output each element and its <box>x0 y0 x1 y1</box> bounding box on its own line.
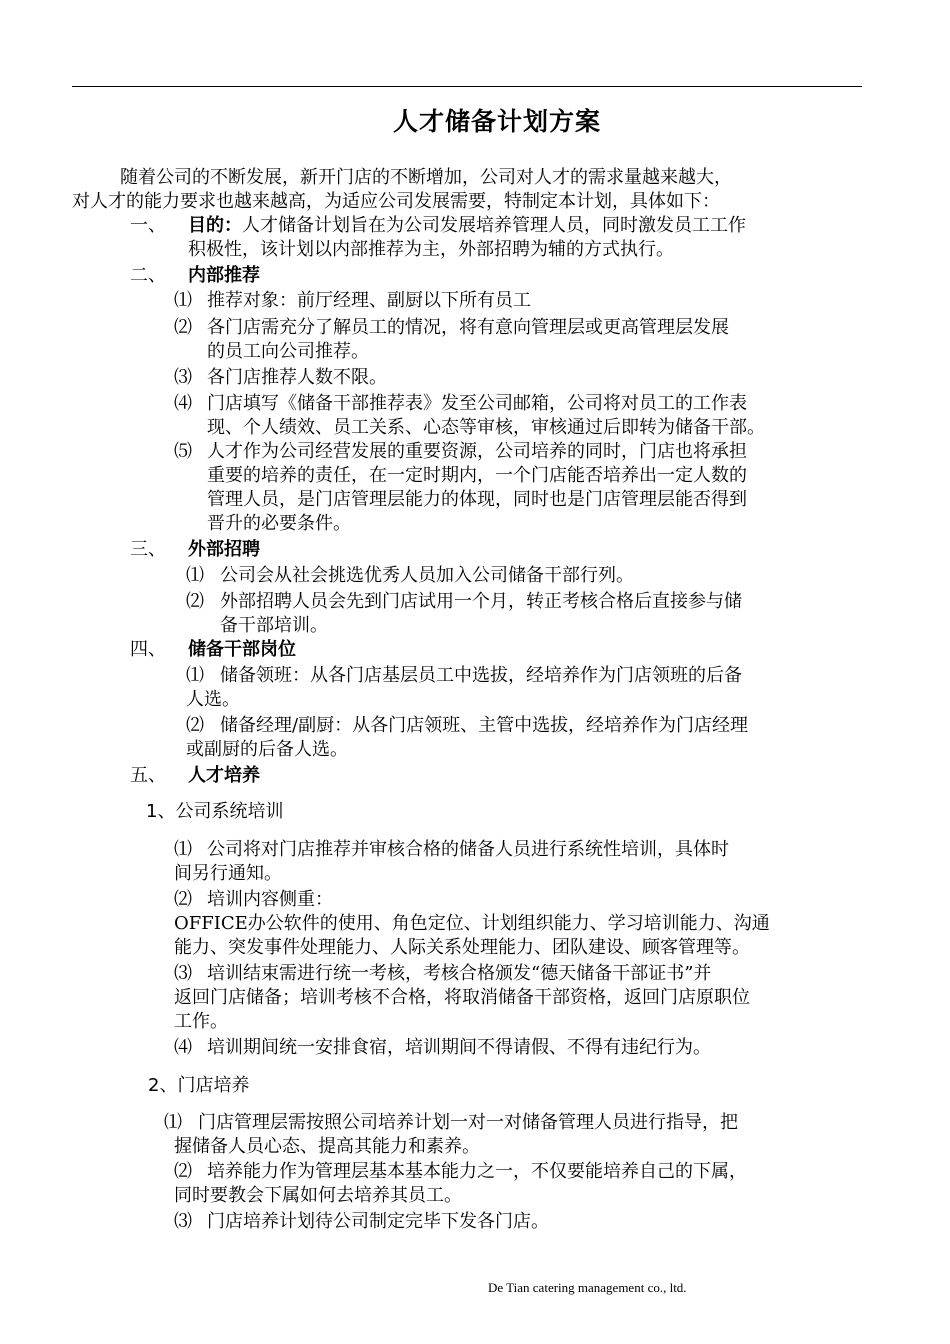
s5b-item-1-mark: ⑴ <box>164 1112 182 1133</box>
section-5-number: 五、 <box>130 765 166 786</box>
s5b-item-2-line-2: 同时要教会下属如何去培养其员工。 <box>174 1185 462 1206</box>
s3-item-2-line-1: 外部招聘人员会先到门店试用一个月，转正考核合格后直接参与储 <box>220 591 742 612</box>
subsection-1-label: 、公司系统培训 <box>157 801 284 822</box>
section-5-heading: 人才培养 <box>188 765 260 786</box>
s2-item-5-line-1: 人才作为公司经营发展的重要资源，公司培养的同时，门店也将承担 <box>207 441 747 462</box>
page-title: 人才储备计划方案 <box>392 107 601 136</box>
section-4-heading: 储备干部岗位 <box>188 639 296 660</box>
s2-item-2-line-1: 各门店需充分了解员工的情况，将有意向管理层或更高管理层发展 <box>207 317 729 338</box>
section-3-heading: 外部招聘 <box>188 539 260 560</box>
section-2-number: 二、 <box>130 265 166 286</box>
s5a-item-4-mark: ⑷ <box>174 1037 192 1058</box>
s5b-item-3-mark: ⑶ <box>174 1211 192 1232</box>
section-1-number: 一、 <box>130 215 166 236</box>
section-1-text <box>188 214 746 238</box>
s5a-item-2-line-3: 能力、突发事件处理能力、人际关系处理能力、团队建设、顾客管理等。 <box>174 937 750 958</box>
s2-item-5-mark: ⑸ <box>174 441 192 462</box>
s4-item-1-line-2: 人选。 <box>186 689 240 710</box>
intro-line-2: 对人才的能力要求也越来越高，为适应公司发展需要，特制定本计划，具体如下： <box>72 191 720 212</box>
s2-item-4-line-1: 门店填写《储备干部推荐表》发至公司邮箱，公司将对员工的工作表 <box>207 393 747 414</box>
s2-item-4-mark: ⑷ <box>174 393 192 414</box>
s2-item-5-line-4: 晋升的必要条件。 <box>207 513 351 534</box>
s4-item-2-line-2: 或副厨的后备人选。 <box>186 739 348 760</box>
s5a-item-3-line-1: 培训结束需进行统一考核，考核合格颁发“德天储备干部证书”并 <box>207 963 712 984</box>
s2-item-4-line-2: 现、个人绩效、员工关系、心态等审核，审核通过后即转为储备干部。 <box>207 417 765 438</box>
section-2-heading: 内部推荐 <box>188 265 260 286</box>
s3-item-1-line-1: 公司会从社会挑选优秀人员加入公司储备干部行列。 <box>220 565 634 586</box>
s5a-item-2-line-2: OFFICE办公软件的使用、角色定位、计划组织能力、学习培训能力、沟通 <box>174 913 770 934</box>
s5b-item-2-mark: ⑵ <box>174 1161 192 1182</box>
s4-item-1-mark: ⑴ <box>186 665 204 686</box>
section-4-number: 四、 <box>130 639 166 660</box>
s4-item-2-line-1: 储备经理/副厨：从各门店领班、主管中选拔，经培养作为门店经理 <box>220 715 749 736</box>
s2-item-3-mark: ⑶ <box>174 367 192 388</box>
s5b-item-1-line-1: 门店管理层需按照公司培养计划一对一对储备管理人员进行指导，把 <box>198 1112 738 1133</box>
s2-item-5-line-2: 重要的培养的责任，在一定时期内，一个门店能否培养出一定人数的 <box>207 465 747 486</box>
s5a-item-4-line-1: 培训期间统一安排食宿，培训期间不得请假、不得有违纪行为。 <box>207 1037 711 1058</box>
subsection-2-label: 、门店培养 <box>159 1075 250 1096</box>
s5a-item-1-mark: ⑴ <box>174 839 192 860</box>
s5a-item-3-line-3: 工作。 <box>174 1011 228 1032</box>
s5a-item-1-line-1: 公司将对门店推荐并审核合格的储备人员进行系统性培训，具体时 <box>207 839 729 860</box>
page-footer: De Tian catering management co., ltd. <box>488 1280 687 1295</box>
s2-item-2-line-2: 的员工向公司推荐。 <box>207 341 369 362</box>
subsection-2-title <box>148 1074 249 1098</box>
s2-item-2-mark: ⑵ <box>174 317 192 338</box>
s3-item-2-line-2: 备干部培训。 <box>220 615 328 636</box>
s3-item-2-mark: ⑵ <box>186 591 204 612</box>
s2-item-3-line-1: 各门店推荐人数不限。 <box>207 367 387 388</box>
s3-item-1-mark: ⑴ <box>186 565 204 586</box>
section-3-number: 三、 <box>130 539 166 560</box>
s5b-item-1-line-2: 握储备人员心态、提高其能力和素养。 <box>174 1136 480 1157</box>
intro-line-1: 随着公司的不断发展，新开门店的不断增加，公司对人才的需求量越来越大， <box>120 167 732 188</box>
section-1-label: 目的： <box>188 215 242 236</box>
s5a-item-3-mark: ⑶ <box>174 963 192 984</box>
s2-item-1-line-1: 推荐对象：前厅经理、副厨以下所有员工 <box>207 290 531 311</box>
s5a-item-2-mark: ⑵ <box>174 889 192 910</box>
s2-item-1-mark: ⑴ <box>174 290 192 311</box>
section-1-line-2: 积极性，该计划以内部推荐为主，外部招聘为辅的方式执行。 <box>188 239 674 260</box>
subsection-2-number: 2 <box>148 1075 160 1096</box>
s5b-item-2-line-1: 培养能力作为管理层基本基本能力之一，不仅要能培养自己的下属， <box>207 1161 747 1182</box>
subsection-1-number: 1 <box>146 801 158 822</box>
header-rule <box>72 86 862 87</box>
s5a-item-1-line-2: 间另行通知。 <box>174 863 282 884</box>
section-1-line-1: 人才储备计划旨在为公司发展培养管理人员，同时激发员工工作 <box>242 215 746 236</box>
s5b-item-3-line-1: 门店培养计划待公司制定完毕下发各门店。 <box>207 1211 549 1232</box>
s5a-item-2-line-1: 培训内容侧重： <box>207 889 333 910</box>
s5a-item-3-line-2: 返回门店储备；培训考核不合格，将取消储备干部资格，返回门店原职位 <box>174 987 750 1008</box>
s4-item-1-line-1: 储备领班：从各门店基层员工中选拔，经培养作为门店领班的后备 <box>220 665 742 686</box>
subsection-1-title <box>146 800 283 824</box>
s4-item-2-mark: ⑵ <box>186 715 204 736</box>
s2-item-5-line-3: 管理人员，是门店管理层能力的体现，同时也是门店管理层能否得到 <box>207 489 747 510</box>
